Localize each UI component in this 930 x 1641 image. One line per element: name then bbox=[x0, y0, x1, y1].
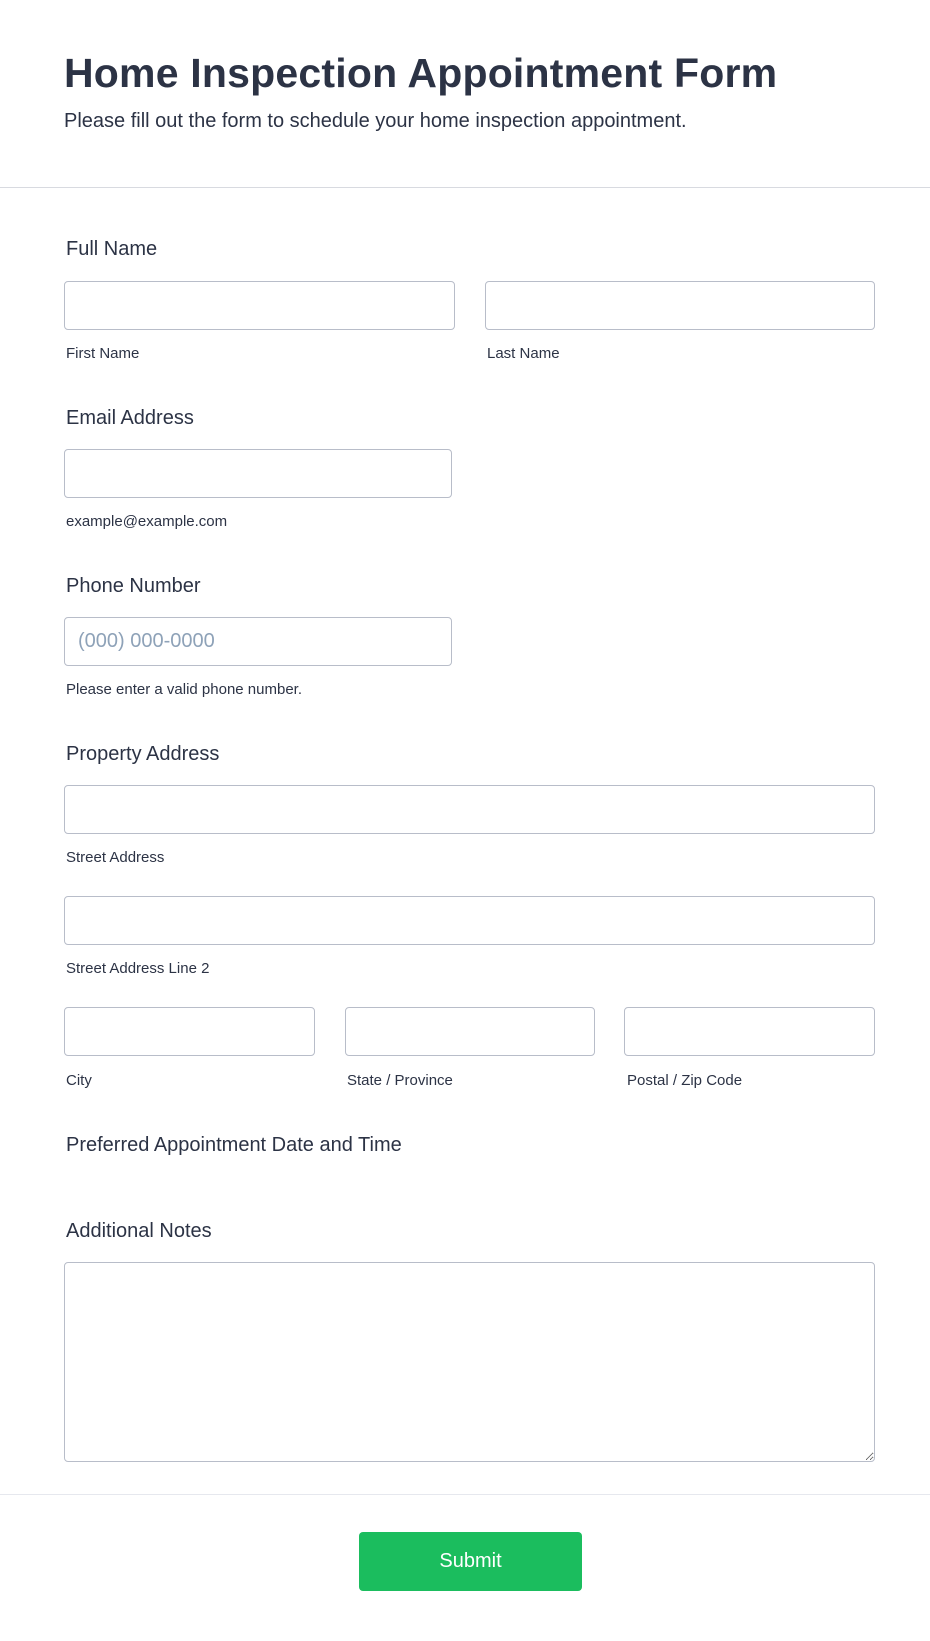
city-input[interactable] bbox=[64, 1007, 315, 1056]
additional-notes-textarea[interactable] bbox=[64, 1262, 875, 1462]
phone-input[interactable] bbox=[64, 617, 452, 666]
first-name-sublabel: First Name bbox=[66, 345, 140, 362]
footer-divider bbox=[0, 1494, 930, 1495]
phone-sublabel: Please enter a valid phone number. bbox=[66, 681, 302, 698]
email-sublabel: example@example.com bbox=[66, 513, 228, 530]
city-sublabel: City bbox=[66, 1072, 92, 1089]
street-address-input[interactable] bbox=[64, 785, 875, 834]
submit-button[interactable]: Submit bbox=[359, 1532, 582, 1591]
state-province-sublabel: State / Province bbox=[347, 1072, 453, 1089]
street-address-line2-input[interactable] bbox=[64, 896, 875, 945]
email-label: Email Address bbox=[66, 407, 194, 429]
property-address-label: Property Address bbox=[66, 743, 220, 765]
postal-zip-input[interactable] bbox=[624, 1007, 875, 1056]
postal-zip-sublabel: Postal / Zip Code bbox=[627, 1072, 743, 1089]
page-subtitle: Please fill out the form to schedule your home inspection appointment. bbox=[64, 110, 687, 132]
state-province-input[interactable] bbox=[345, 1007, 595, 1056]
street-address-sublabel: Street Address bbox=[66, 849, 165, 866]
full-name-label: Full Name bbox=[66, 238, 158, 260]
preferred-datetime-label: Preferred Appointment Date and Time bbox=[66, 1134, 402, 1156]
email-input[interactable] bbox=[64, 449, 452, 498]
form-header bbox=[0, 0, 930, 188]
last-name-sublabel: Last Name bbox=[487, 345, 560, 362]
street-address-line2-sublabel: Street Address Line 2 bbox=[66, 960, 210, 977]
additional-notes-label: Additional Notes bbox=[66, 1220, 212, 1242]
page-title: Home Inspection Appointment Form bbox=[64, 50, 778, 96]
first-name-input[interactable] bbox=[64, 281, 455, 330]
last-name-input[interactable] bbox=[485, 281, 875, 330]
phone-label: Phone Number bbox=[66, 575, 201, 597]
